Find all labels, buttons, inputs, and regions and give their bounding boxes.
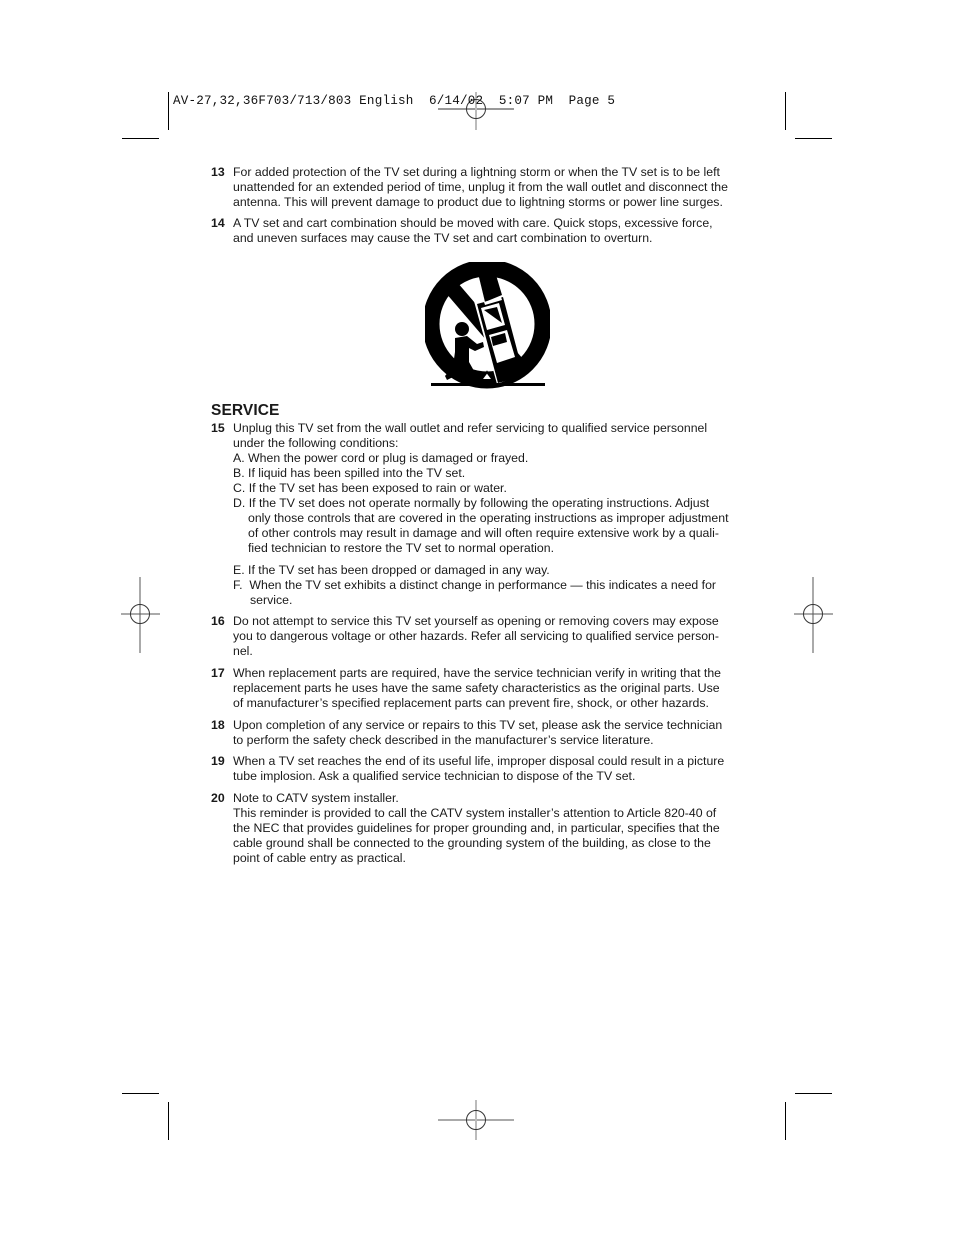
crop-mark-top-left-vertical [168,92,169,130]
crop-mark-top-left-horizontal [122,138,159,139]
item-text-line: and uneven surfaces may cause the TV set and cart combination to overturn. [233,231,653,245]
item-text-line: Do not attempt to service this TV set yourself as opening or removing covers may expose [233,614,719,628]
crop-mark-top-right-horizontal [795,138,832,139]
item-number: 15 [211,421,225,435]
instruction-item-13 [211,165,756,210]
condition-d-line: of other controls may result in damage and will often require extensive work by a quali- [248,526,719,540]
condition-d-line: D. If the TV set does not operate normally by following the operating instructions. Adjust [233,496,710,510]
item-number: 13 [211,165,225,179]
item-text-line: replacement parts he uses have the same safety characteristics as the original parts. Use [233,681,720,695]
item-number: 17 [211,666,225,680]
crop-mark-top-right-vertical [785,92,786,130]
item-text-line: you to dangerous voltage or other hazards. Refer all servicing to qualified service person- [233,629,719,643]
condition-b: B. If liquid has been spilled into the TV set. [233,466,466,480]
condition-d-line: only those controls that are covered in the operating instructions as improper adjustment [248,511,729,525]
item-text-line: When a TV set reaches the end of its useful life, improper disposal could result in a picture [233,754,725,768]
item-text-line: When replacement parts are required, have the service technician verify in writing that the [233,666,722,680]
instruction-item-18 [211,718,756,748]
item-text-line: to perform the safety check described in the manufacturer’s service literature. [233,733,654,747]
crop-mark-bottom-right-horizontal [795,1093,832,1094]
registration-mark-bottom-icon [437,1100,517,1145]
item-number: 16 [211,614,225,628]
item-number: 19 [211,754,225,768]
condition-f-line: F. When the TV set exhibits a distinct change in performance — this indicates a need for [233,578,717,592]
item-text-line: Upon completion of any service or repairs to this TV set, please ask the service technician [233,718,723,732]
instruction-item-20 [211,791,756,866]
condition-d-line: fied technician to restore the TV set to normal operation. [248,541,554,555]
item-text-line: cable ground shall be connected to the grounding system of the building, as close to the [233,836,711,850]
document-slug: AV-27,32,36F703/713/803 English 6/14/02 5:07 PM Page 5 [173,94,616,108]
item-text-line: A TV set and cart combination should be moved with care. Quick stops, excessive force, [233,216,713,230]
instruction-item-17 [211,666,756,711]
item-text-line: Unplug this TV set from the wall outlet and refer servicing to qualified service personnel [233,421,708,435]
instruction-item-14 [211,216,756,246]
item-text-line: under the following conditions: [233,436,399,450]
item-text-line: antenna. This will prevent damage to product due to lightning storms or power line surges. [233,195,723,209]
item-text-line: of manufacturer’s specified replacement parts can prevent fire, shock, or other hazards. [233,696,709,710]
item-text-line: This reminder is provided to call the CATV system installer’s attention to Article 820-40 of [233,806,717,820]
item-text-line: the NEC that provides guidelines for proper grounding and, in particular, specifies that the [233,821,720,835]
crop-mark-bottom-left-horizontal [122,1093,159,1094]
item-number: 20 [211,791,225,805]
instruction-item-19 [211,754,756,784]
condition-f-line: service. [250,593,293,607]
item-text-line: tube implosion. Ask a qualified service technician to dispose of the TV set. [233,769,636,783]
item-number: 18 [211,718,225,732]
crop-mark-bottom-left-vertical [168,1102,169,1140]
cart-tip-over-warning-icon [425,262,550,390]
registration-mark-left-icon [120,576,162,654]
instruction-item-16 [211,614,756,659]
item-text-line: unattended for an extended period of time, unplug it from the wall outlet and disconnect the [233,180,728,194]
item-number: 14 [211,216,225,230]
condition-a: A. When the power cord or plug is damaged or frayed. [233,451,529,465]
crop-mark-bottom-right-vertical [785,1102,786,1140]
section-title-service: SERVICE [211,402,280,419]
registration-mark-right-icon [793,576,835,654]
item-text-line: For added protection of the TV set during a lightning storm or when the TV set is to be left [233,165,720,179]
condition-c: C. If the TV set has been exposed to rain or water. [233,481,507,495]
condition-e: E. If the TV set has been dropped or damaged in any way. [233,563,550,577]
item-text-line: nel. [233,644,253,658]
instruction-item-15 [211,421,756,608]
item-text-line: point of cable entry as practical. [233,851,406,865]
item-text-line: Note to CATV system installer. [233,791,399,805]
